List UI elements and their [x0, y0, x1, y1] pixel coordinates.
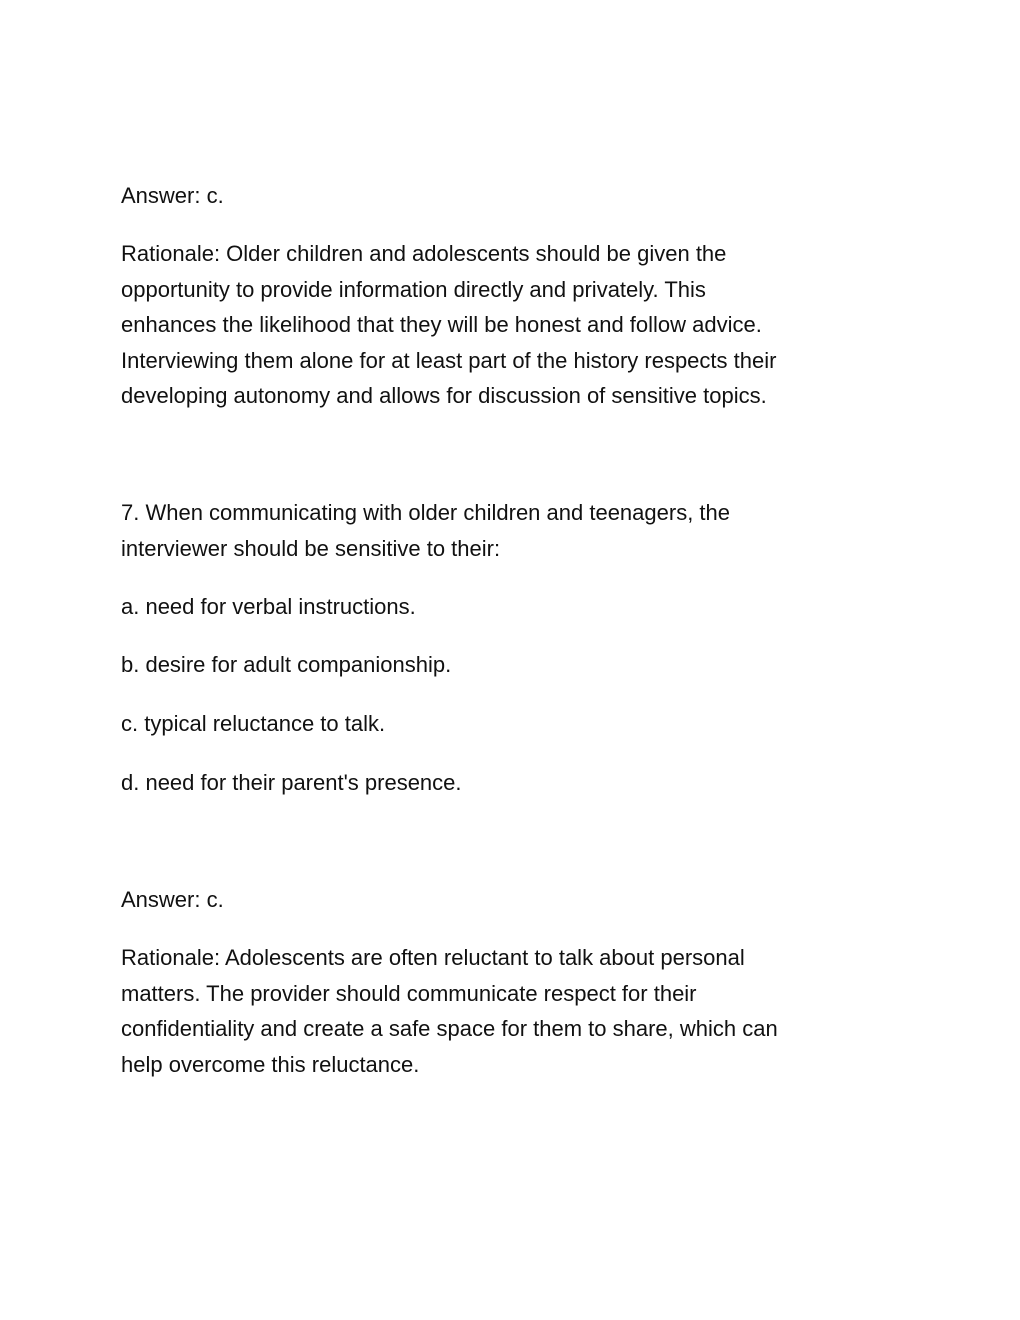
rationale-line: enhances the likelihood that they will be honest and follow advice.	[121, 312, 762, 337]
option-label: b. desire for adult companionship.	[121, 652, 452, 677]
option-b	[121, 647, 901, 683]
rationale-line: Rationale: Adolescents are often reluctant to talk about personal	[121, 945, 745, 970]
rationale-line: developing autonomy and allows for discussion of sensitive topics.	[121, 383, 767, 408]
rationale-line: confidentiality and create a safe space for them to share, which can	[121, 1016, 778, 1041]
rationale-line: Interviewing them alone for at least part of the history respects their	[121, 347, 777, 373]
answer-line: Answer: c.	[121, 183, 224, 208]
answer-line: Answer: c.	[121, 887, 224, 912]
option-label: c. typical reluctance to talk.	[121, 711, 386, 736]
answer-7	[121, 882, 901, 918]
rationale-line: help overcome this reluctance.	[121, 1051, 420, 1077]
option-c	[121, 706, 901, 742]
question-7-stem	[121, 495, 901, 566]
question-line: interviewer should be sensitive to their:	[121, 535, 501, 561]
rationale-line: opportunity to provide information directly and privately. This	[121, 276, 706, 302]
rationale-6	[121, 236, 901, 414]
rationale-line: matters. The provider should communicate respect for their	[121, 980, 697, 1006]
option-a	[121, 589, 901, 625]
option-d	[121, 765, 901, 801]
rationale-line: Rationale: Older children and adolescents should be given the	[121, 241, 727, 266]
option-label: a. need for verbal instructions.	[121, 594, 416, 619]
option-label: d. need for their parent's presence.	[121, 770, 462, 795]
answer-6	[121, 178, 901, 214]
rationale-7	[121, 940, 901, 1082]
question-line: 7. When communicating with older children and teenagers, the	[121, 500, 731, 525]
